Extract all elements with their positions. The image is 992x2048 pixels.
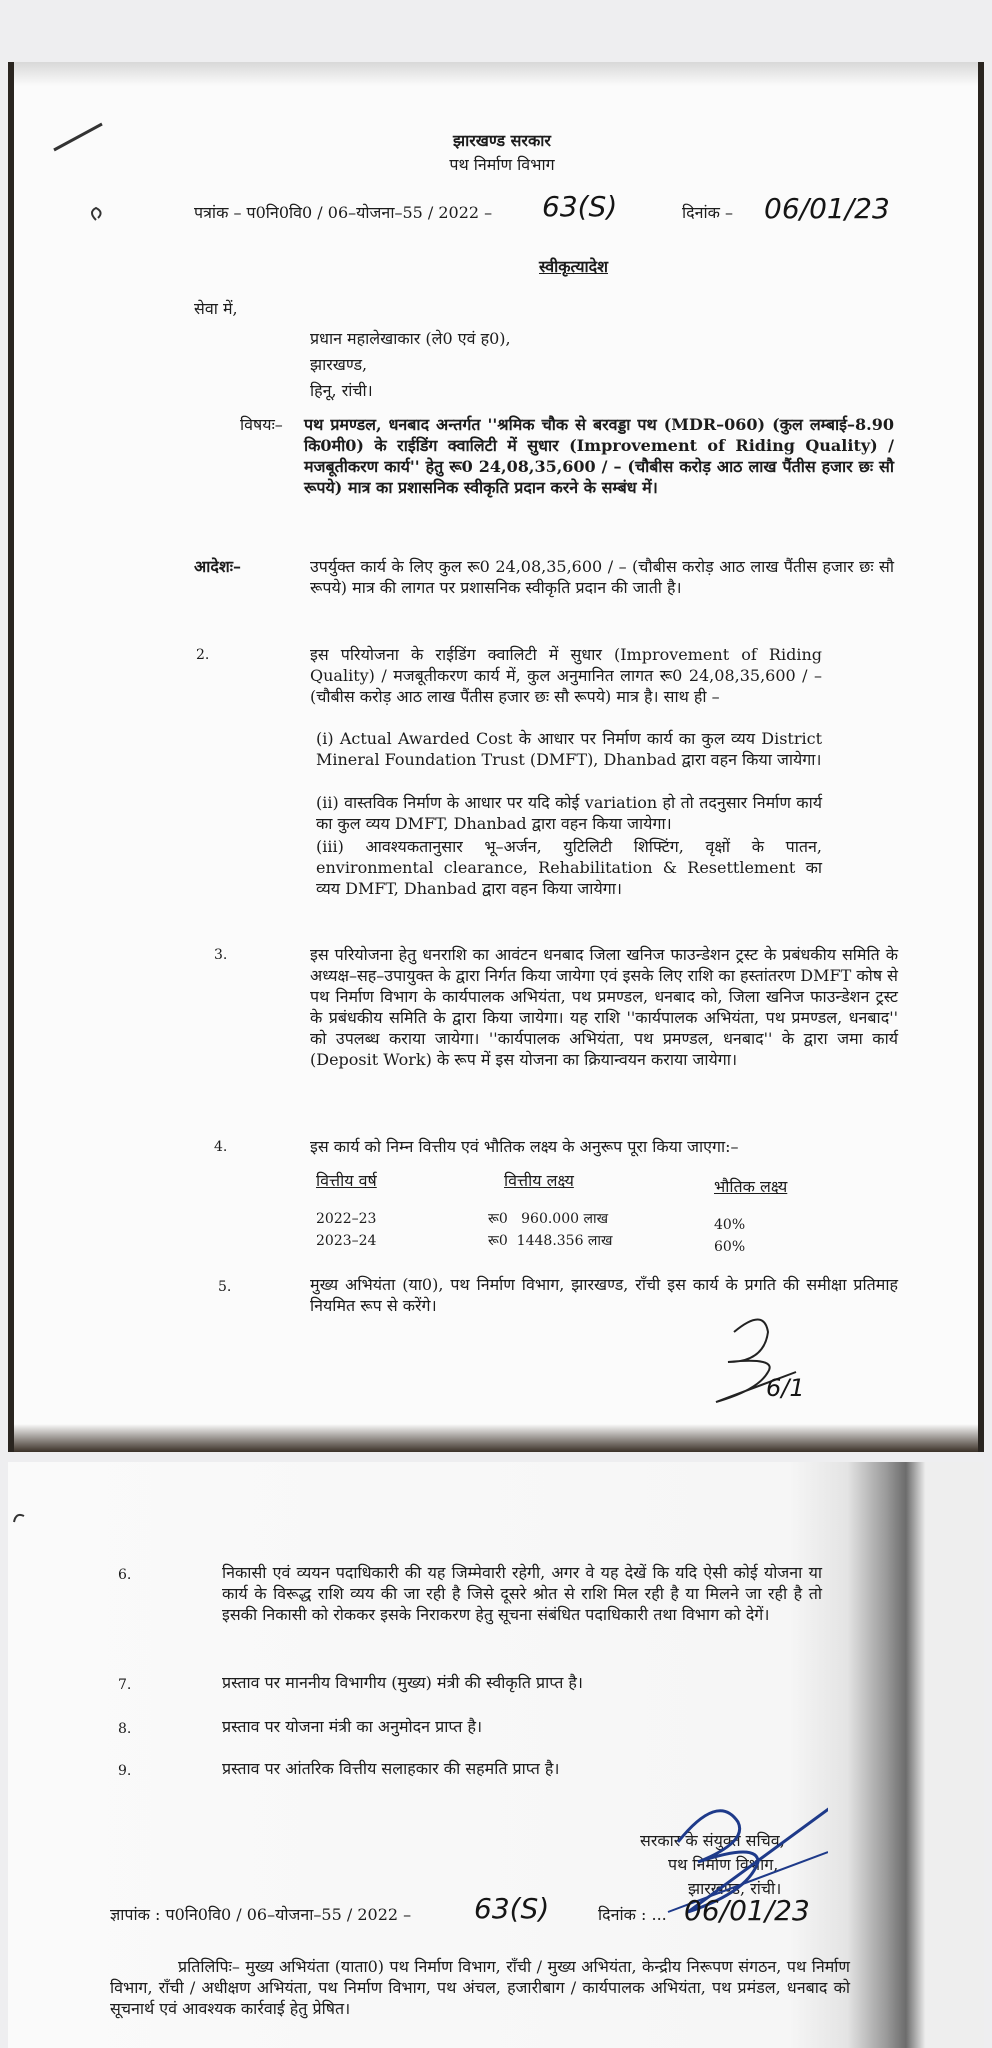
subject-text: पथ प्रमण्डल, धनबाद अन्तर्गत ''श्रमिक चौक से बरवड्डा पथ (MDR–060) (कुल लम्बाई–8.90 कि0मी0) के राईडिंग क्वालिटी में सुधार (Improvement of Riding Quality) / मजबूतीकरण कार्य'' हेतु रू0 24,08,35,600 / – (चौबीस करोड़ आठ लाख पैंतीस हजार छः सौ रूपये) मात्र का प्रशासनिक स्वीकृति प्रदान करने के सम्बंध में।: [304, 415, 894, 497]
date-handwritten: 06/01/23: [764, 192, 890, 225]
para-9-number: 9.: [118, 1763, 132, 1779]
para-6-number: 6.: [118, 1567, 132, 1583]
para-7-number: 7.: [118, 1677, 132, 1693]
salutation: सेवा में,: [194, 299, 238, 318]
para-3-text: इस परियोजना हेतु धनराशि का आवंटन धनबाद जिला खनिज फाउन्डेशन ट्रस्ट के प्रबंधकीय समिति के अध्यक्ष–सह–उपायुक्त के द्वारा निर्गत किया जायेगा एवं इसके लिए राशि का हस्तांतरण DMFT कोष से पथ निर्माण विभाग के कार्यपालक अभियंता, पथ प्रमण्डल, धनबाद को, जिला खनिज फाउन्डेशन ट्रस्ट के प्रबंधकीय समिति के द्वारा किया जायेगा। यह राशि ''कार्यपालक अभियंता, पथ प्रमण्डल, धनबाद'' को उपलब्ध कराया जायेगा। ''कार्यपालक अभियंता, पथ प्रमण्डल, धनबाद'' के द्वारा जमा कार्य (Deposit Work) के रूप में इस योजना का क्रियान्वयन कराया जायेगा।: [310, 945, 898, 1069]
signature-date-page-1: 6/1: [766, 1374, 805, 1402]
header-department: पथ निर्माण विभाग: [449, 155, 555, 174]
table-header-financial-year: वित्तीय वर्ष: [316, 1171, 377, 1190]
para-2-item-iii: (iii) आवश्यकतानुसार भू–अर्जन, युटिलिटी शिफ्टिंग, वृक्षों के पातन, environmental clearance, Rehabilitation & Resettlement का व्यय DMFT, Dhanbad द्वारा वहन किया जायेगा।: [316, 837, 822, 898]
para-2-number: 2.: [196, 647, 210, 663]
para-2-item-i: (i) Actual Awarded Cost के आधार पर निर्माण कार्य का कुल व्यय District Mineral Foundation Trust (DMFT), Dhanbad द्वारा वहन किया जायेगा।: [316, 729, 822, 769]
signatory-line-2: पथ निर्माण विभाग,: [668, 1855, 779, 1874]
recipient-line-2: झारखण्ड,: [310, 355, 368, 374]
para-8-text: प्रस्ताव पर योजना मंत्री का अनुमोदन प्राप्त है।: [222, 1717, 483, 1736]
table-row-2-year: 2023–24: [316, 1233, 377, 1249]
recipient-line-1: प्रधान महालेखाकार (ले0 एवं ह0),: [310, 329, 511, 348]
para-3-number: 3.: [214, 947, 228, 963]
table-row-1-year: 2022–23: [316, 1211, 377, 1227]
page-bottom-shadow: [14, 1424, 978, 1452]
memo-number-handwritten: 63(S): [474, 1892, 550, 1925]
memo-date-handwritten: 06/01/23: [684, 1894, 810, 1927]
recipient-line-3: हिनू, रांची।: [310, 381, 373, 400]
table-header-physical-target: भौतिक लक्ष्य: [714, 1177, 788, 1196]
document-page-1: [8, 62, 984, 1452]
para-7-text: प्रस्ताव पर माननीय विभागीय (मुख्य) मंत्री की स्वीकृति प्राप्त है।: [222, 1673, 583, 1692]
document-page-2: [8, 1462, 984, 2048]
order-text: उपर्युक्त कार्य के लिए कुल रू0 24,08,35,600 / – (चौबीस करोड़ आठ लाख पैंतीस हजार छः सौ रूपये) मात्र की लागत पर प्रशासनिक स्वीकृति प्रदान की जाती है।: [310, 557, 894, 597]
page-top-shadow: [14, 62, 978, 86]
para-2-item-ii: (ii) वास्तविक निर्माण के आधार पर यदि कोई variation हो तो तदनुसार निर्माण कार्य का कुल व्यय DMFT, Dhanbad द्वारा वहन किया जायेगा।: [316, 793, 822, 833]
order-label: आदेशः–: [194, 557, 241, 576]
date-label: दिनांक –: [682, 203, 734, 222]
document-title: स्वीकृत्यादेश: [539, 257, 608, 276]
table-header-financial-target: वित्तीय लक्ष्य: [504, 1171, 574, 1190]
memo-number-label: ज्ञापांक : प0नि0वि0 / 06–योजना–55 / 2022 –: [110, 1905, 412, 1924]
table-row-2-physical: 60%: [714, 1239, 746, 1255]
para-4-number: 4.: [214, 1139, 228, 1155]
signatory-line-3: झारखण्ड, रांची।: [688, 1879, 782, 1898]
pen-dot-mark: [10, 1508, 30, 1528]
table-row-1-financial: रू0 960.000 लाख: [488, 1211, 609, 1227]
signature-page-1: [694, 1302, 834, 1412]
para-2-text: इस परियोजना के राईडिंग क्वालिटी में सुधार (Improvement of Riding Quality) / मजबूतीकरण कार्य में, कुल अनुमानित लागत रू0 24,08,35,600 / – (चौबीस करोड़ आठ लाख पैंतीस हजार छः सौ रूपये) मात्र है। साथ ही –: [310, 645, 822, 706]
para-5-text: मुख्य अभियंता (या0), पथ निर्माण विभाग, झारखण्ड, राँची इस कार्य के प्रगति की समीक्षा प्रतिमाह नियमित रूप से करेंगे।: [310, 1275, 898, 1315]
header-government: झारखण्ड सरकार: [453, 131, 551, 150]
letter-number-label: पत्रांक – प0नि0वि0 / 06–योजना–55 / 2022 –: [194, 203, 493, 222]
signatory-line-1: सरकार के संयुक्त सचिव,: [640, 1831, 785, 1850]
para-4-text: इस कार्य को निम्न वित्तीय एवं भौतिक लक्ष्य के अनुरूप पूरा किया जाएगा:–: [310, 1137, 739, 1156]
memo-date-label: दिनांक : ...: [598, 1905, 667, 1924]
para-8-number: 8.: [118, 1721, 132, 1737]
table-row-2-financial: रू0 1448.356 लाख: [488, 1233, 613, 1249]
copy-to-text: प्रतिलिपिः– मुख्य अभियंता (याता0) पथ निर्माण विभाग, राँची / मुख्य अभियंता, केन्द्रीय निरूपण संगठन, पथ निर्माण विभाग, राँची / अधीक्षण अभियंता, पथ निर्माण विभाग, पथ अंचल, हजारीबाग / कार्यपालक अभियंता, पथ प्रमंडल, धनबाद को सूचनार्थ एवं आवश्यक कार्रवाई हेतु प्रेषित।: [110, 1957, 850, 2018]
subject-label: विषयः–: [240, 415, 283, 434]
table-row-1-physical: 40%: [714, 1217, 746, 1233]
letter-number-handwritten: 63(S): [542, 190, 618, 223]
para-5-number: 5.: [218, 1279, 232, 1295]
para-9-text: प्रस्ताव पर आंतरिक वित्तीय सलाहकार की सहमति प्राप्त है।: [222, 1759, 560, 1778]
para-6-text: निकासी एवं व्ययन पदाधिकारी की यह जिम्मेवारी रहेगी, अगर वे यह देखें कि यदि ऐसी कोई योजना या कार्य के विरूद्ध राशि व्यय की जा रही है जिसे दूसरे श्रोत से राशि मिल रही है या मिलने जा रही है तो इसकी निकासी को रोककर इसके निराकरण हेतु सूचना संबंधित पदाधिकारी तथा विभाग को देगें।: [222, 1563, 823, 1624]
